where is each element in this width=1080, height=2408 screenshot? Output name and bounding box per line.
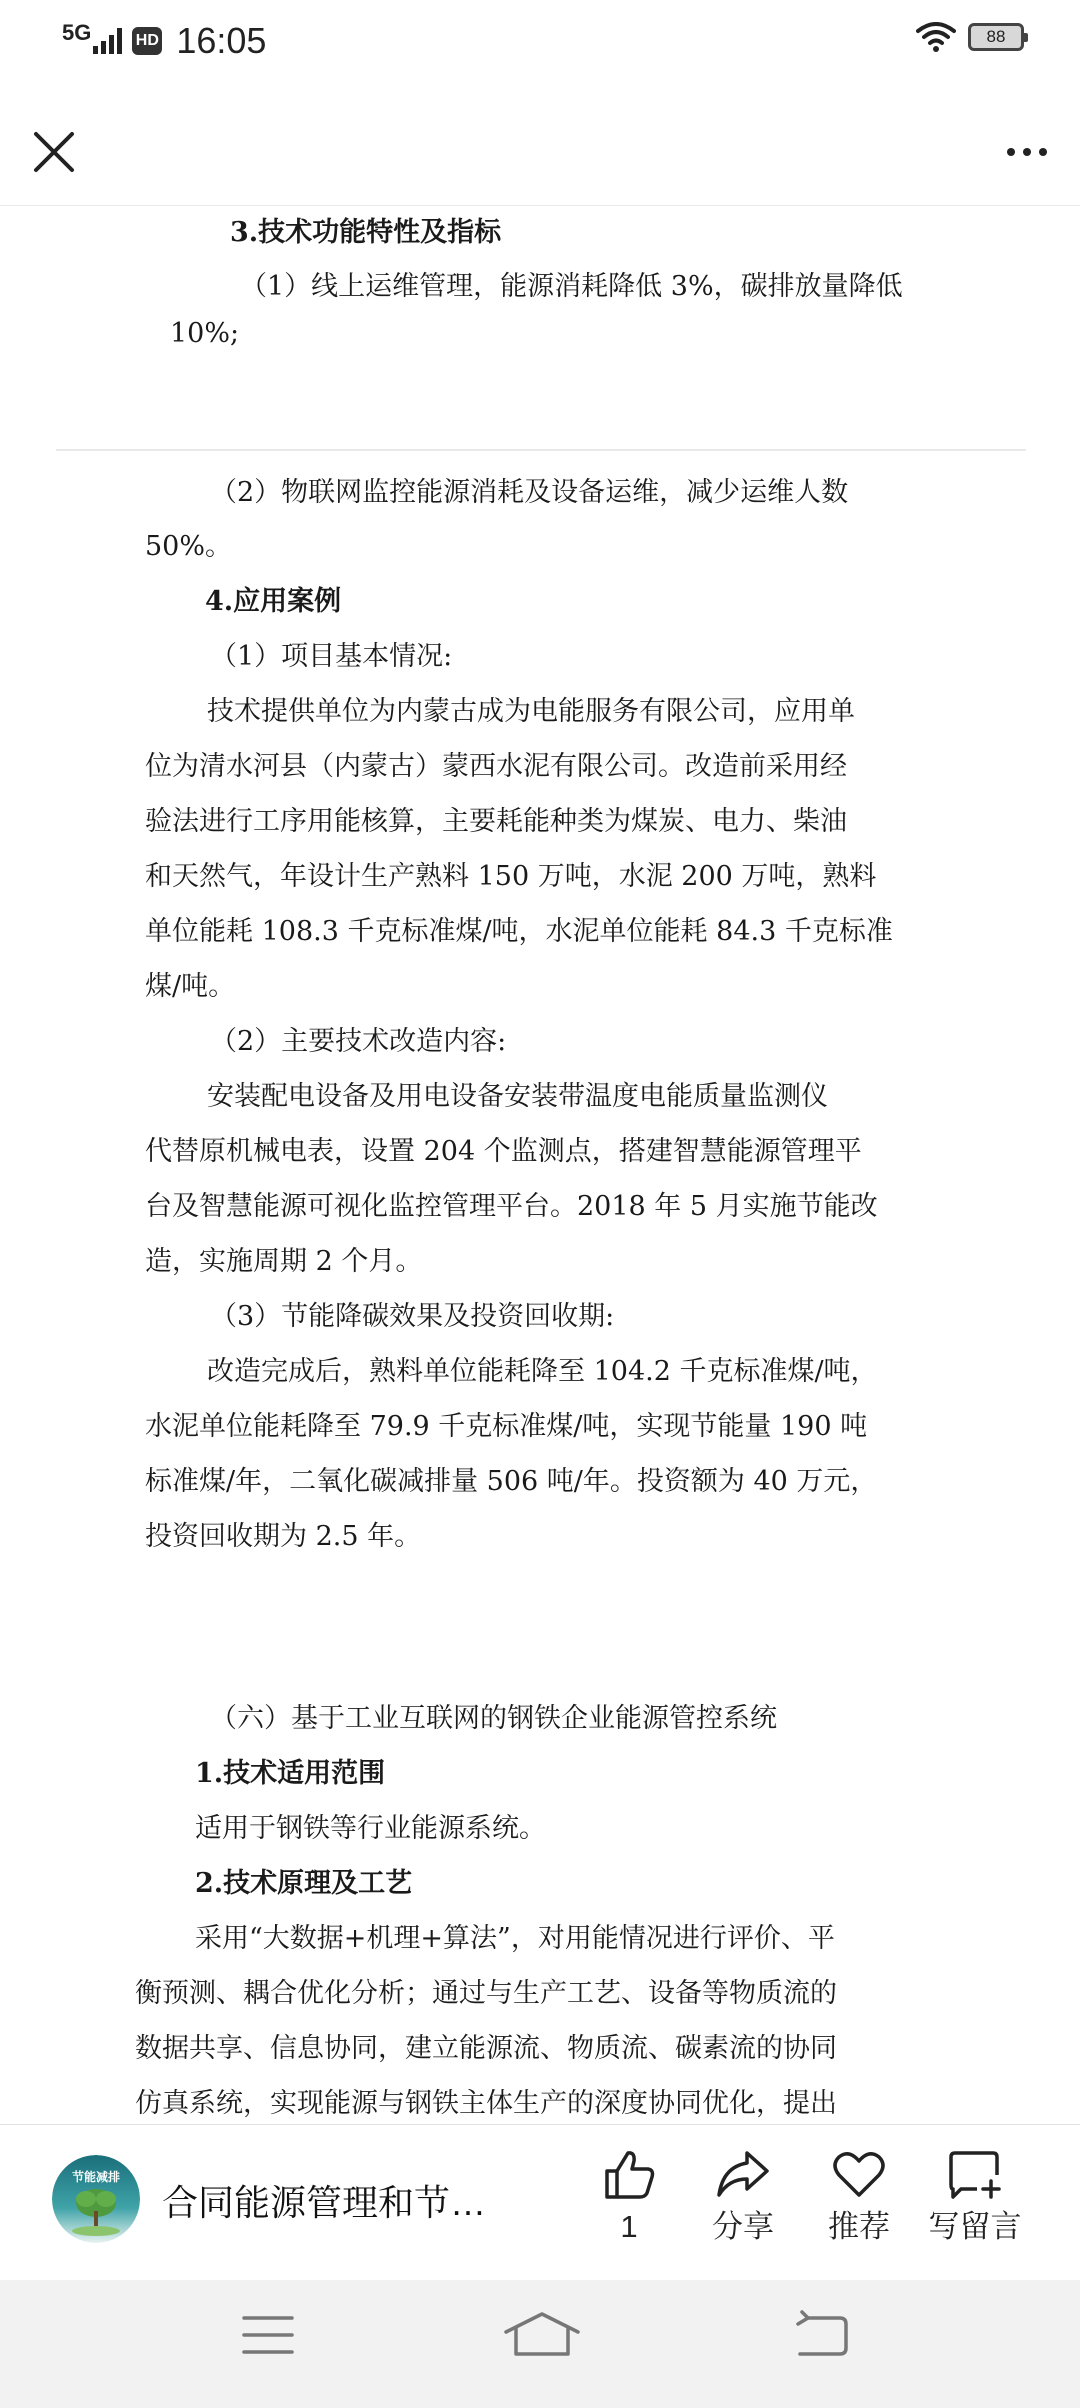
account-avatar[interactable] — [52, 2155, 140, 2243]
back-icon — [792, 2310, 852, 2360]
signal-indicator — [62, 20, 122, 54]
recommend-label: 推荐 — [828, 2209, 890, 2244]
hd-badge: HD — [132, 27, 162, 55]
avatar-tree-icon — [52, 2155, 140, 2243]
share-icon — [715, 2149, 771, 2201]
paragraph-line: 安装配电设备及用电设备安装带温度电能质量监测仪 — [207, 1081, 828, 1112]
more-dot-icon — [1039, 148, 1047, 156]
menu-button[interactable] — [238, 2310, 318, 2370]
home-button[interactable] — [500, 2310, 584, 2370]
thumbs-up-icon — [601, 2149, 657, 2201]
share-label: 分享 — [712, 2209, 774, 2244]
like-count: 1 — [620, 2209, 638, 2244]
paragraph-line: 造，实施周期 2 个月。 — [145, 1246, 423, 1277]
paragraph-line: 水泥单位能耗降至 79.9 千克标准煤/吨，实现节能量 190 吨 — [145, 1411, 868, 1442]
paragraph-line: （2）主要技术改造内容: — [210, 1026, 507, 1057]
wifi-icon — [916, 22, 956, 52]
bottom-action-bar — [0, 2124, 1080, 2281]
paragraph-line: 位为清水河县（内蒙古）蒙西水泥有限公司。改造前采用经 — [145, 751, 847, 782]
status-left — [62, 16, 266, 66]
paragraph-line: 改造完成后，熟料单位能耗降至 104.2 千克标准煤/吨， — [207, 1356, 878, 1387]
paragraph-line: 10%; — [170, 318, 240, 349]
close-icon — [26, 124, 82, 180]
comment-label: 写留言 — [928, 2209, 1022, 2244]
status-bar — [0, 0, 1080, 80]
close-button[interactable] — [26, 124, 82, 180]
battery-level: 88 — [986, 27, 1006, 46]
paragraph-line: 标准煤/年，二氧化碳减排量 506 吨/年。投资额为 40 万元， — [145, 1466, 878, 1497]
chapter-heading: （六）基于工业互联网的钢铁企业能源管控系统 — [210, 1703, 777, 1734]
paragraph-line: 50%。 — [145, 531, 233, 562]
section-heading: 1.技术适用范围 — [195, 1758, 386, 1789]
paragraph-line: 数据共享、信息协同，建立能源流、物质流、碳素流的协同 — [135, 2033, 837, 2064]
paragraph-line: 和天然气，年设计生产熟料 150 万吨，水泥 200 万吨，熟料 — [145, 861, 877, 892]
write-comment-button[interactable] — [920, 2149, 1030, 2259]
paragraph-line: （2）物联网监控能源消耗及设备运维，减少运维人数 — [210, 477, 849, 508]
paragraph-line: 采用“大数据+机理+算法”，对用能情况进行评价、平 — [195, 1923, 835, 1954]
paragraph-line: （1）项目基本情况: — [210, 641, 453, 672]
paragraph-line: 单位能耗 108.3 千克标准煤/吨，水泥单位能耗 84.3 千克标准 — [145, 916, 893, 947]
section-heading: 2.技术原理及工艺 — [195, 1868, 413, 1899]
share-button[interactable] — [688, 2149, 798, 2259]
paragraph-line: 煤/吨。 — [145, 971, 236, 1002]
paragraph-line: 台及智慧能源可视化监控管理平台。2018 年 5 月实施节能改 — [145, 1191, 878, 1222]
battery-icon — [968, 23, 1024, 51]
more-options-button[interactable] — [996, 132, 1058, 172]
more-dot-icon — [1023, 148, 1031, 156]
top-navigation — [0, 80, 1080, 206]
like-button[interactable] — [574, 2149, 684, 2259]
status-time: 16:05 — [176, 20, 267, 61]
section-heading: 3.技术功能特性及指标 — [230, 217, 502, 248]
page-divider — [56, 449, 1026, 451]
article-content — [0, 206, 1080, 2124]
paragraph-line: 代替原机械电表，设置 204 个监测点，搭建智慧能源管理平 — [145, 1136, 862, 1167]
avatar-label: 节能减排 — [71, 2170, 121, 2184]
paragraph-line: 适用于钢铁等行业能源系统。 — [195, 1813, 546, 1844]
paragraph-line: 仿真系统，实现能源与钢铁主体生产的深度协同优化，提出 — [135, 2088, 837, 2119]
paragraph-line: 衡预测、耦合优化分析；通过与生产工艺、设备等物质流的 — [135, 1978, 837, 2009]
heart-icon — [831, 2149, 887, 2201]
home-icon — [500, 2310, 584, 2360]
menu-icon — [238, 2310, 298, 2360]
paragraph-line: 技术提供单位为内蒙古成为电能服务有限公司，应用单 — [207, 696, 855, 727]
status-right — [916, 22, 1024, 52]
recommend-button[interactable] — [804, 2149, 914, 2259]
paragraph-line: （3）节能降碳效果及投资回收期: — [210, 1301, 615, 1332]
paragraph-line: （1）线上运维管理，能源消耗降低 3%，碳排放量降低 — [240, 271, 903, 302]
paragraph-line: 验法进行工序用能核算，主要耗能种类为煤炭、电力、柴油 — [145, 806, 847, 837]
section-heading: 4.应用案例 — [205, 586, 342, 617]
more-dot-icon — [1007, 148, 1015, 156]
comment-add-icon — [947, 2149, 1003, 2201]
account-name[interactable]: 合同能源管理和节… — [162, 2182, 487, 2223]
paragraph-line: 投资回收期为 2.5 年。 — [145, 1521, 422, 1552]
signal-bars-icon — [93, 28, 122, 54]
network-type: 5G — [62, 20, 92, 45]
system-navigation-bar — [0, 2280, 1080, 2408]
back-button[interactable] — [792, 2310, 872, 2370]
